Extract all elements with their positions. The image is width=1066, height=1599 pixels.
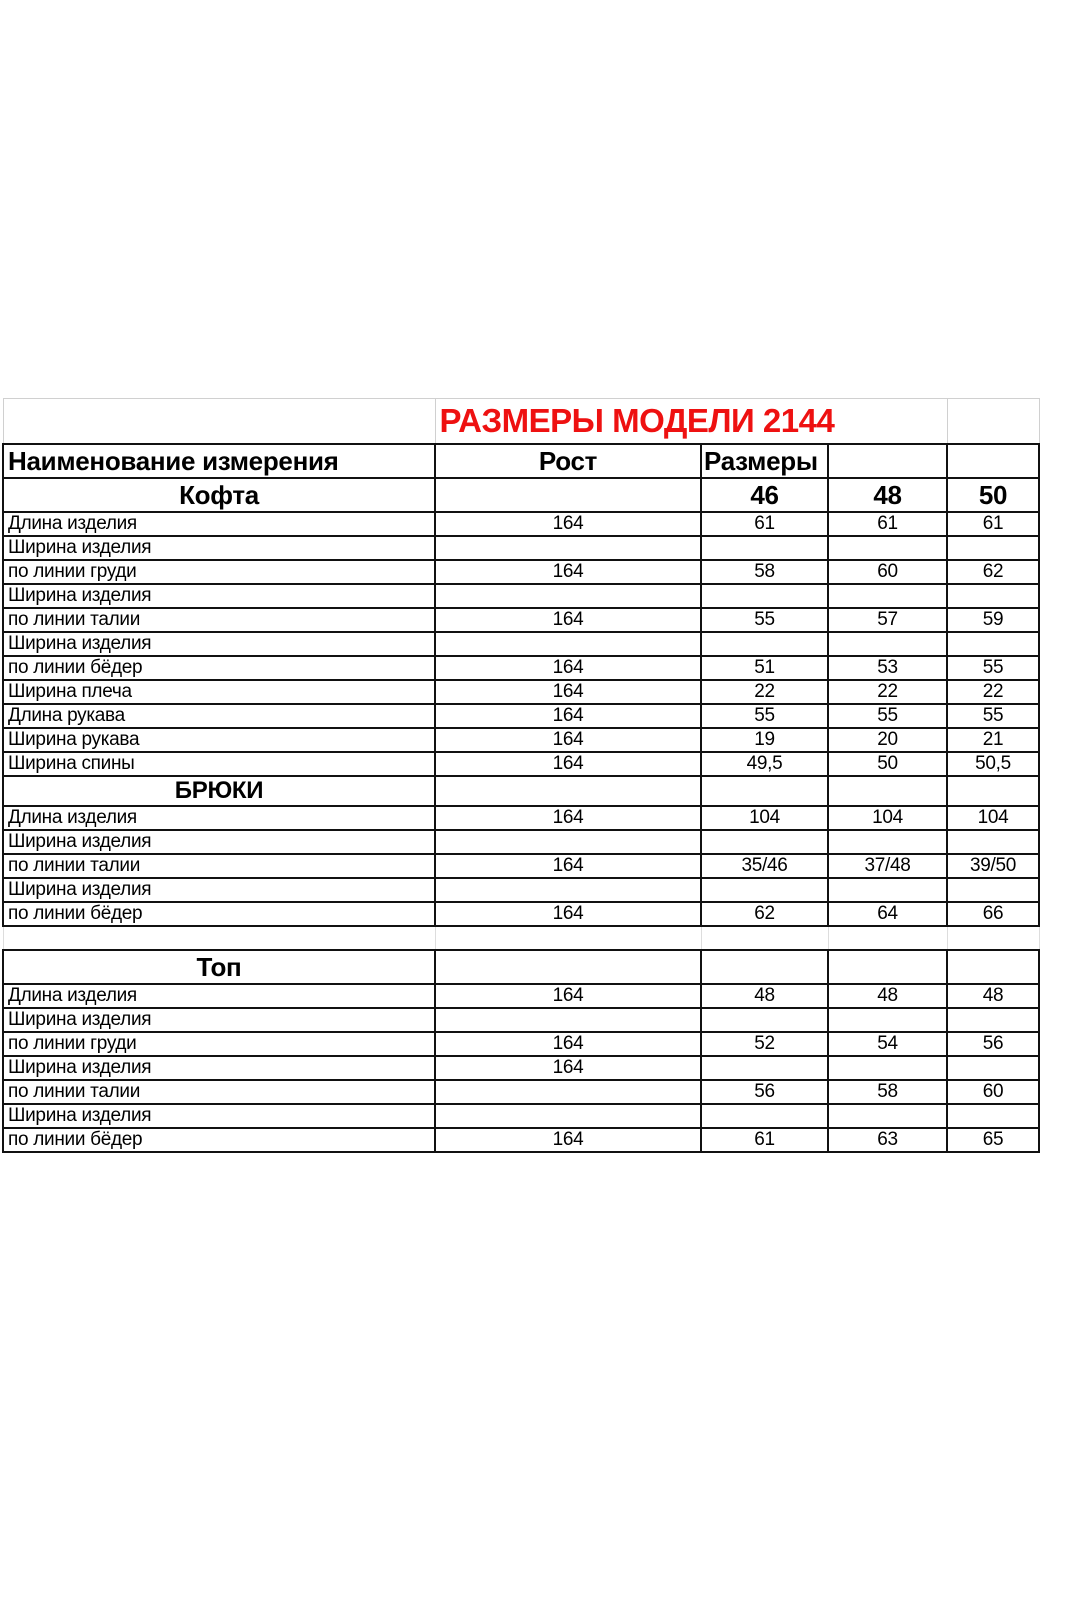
measurement-label: Длина изделия	[3, 806, 435, 830]
empty-cell	[828, 926, 947, 950]
table-row	[3, 608, 1039, 632]
measurement-label: Длина рукава	[3, 704, 435, 728]
size-value	[701, 1056, 828, 1080]
table-row	[3, 680, 1039, 704]
empty-cell	[435, 776, 701, 806]
height-value: 164	[435, 806, 701, 830]
size-value: 61	[947, 512, 1039, 536]
height-value: 164	[435, 608, 701, 632]
empty-cell	[947, 776, 1039, 806]
size-value	[701, 536, 828, 560]
size-value: 22	[701, 680, 828, 704]
table-row	[3, 704, 1039, 728]
measurement-label: Ширина изделия	[3, 632, 435, 656]
measurement-label: по линии бёдер	[3, 656, 435, 680]
header-sizes: Размеры	[701, 444, 828, 478]
size-value: 56	[947, 1032, 1039, 1056]
height-value: 164	[435, 656, 701, 680]
table-row	[3, 632, 1039, 656]
size-value: 21	[947, 728, 1039, 752]
table-row	[3, 878, 1039, 902]
table-row	[3, 1104, 1039, 1128]
height-value: 164	[435, 854, 701, 878]
header-name: Наименование измерения	[3, 444, 435, 478]
measurement-label: Ширина изделия	[3, 1008, 435, 1032]
table-row	[3, 728, 1039, 752]
header-height: Рост	[435, 444, 701, 478]
size-value: 19	[701, 728, 828, 752]
height-value: 164	[435, 1056, 701, 1080]
measurement-label: по линии груди	[3, 560, 435, 584]
empty-cell	[435, 478, 701, 512]
table-row	[3, 752, 1039, 776]
table-row	[3, 536, 1039, 560]
table-row	[3, 830, 1039, 854]
size-value: 65	[947, 1128, 1039, 1152]
measurement-label: по линии бёдер	[3, 1128, 435, 1152]
size-value: 54	[828, 1032, 947, 1056]
size-value: 61	[828, 512, 947, 536]
size-value: 61	[701, 512, 828, 536]
size-value	[828, 830, 947, 854]
size-value: 22	[828, 680, 947, 704]
size-value: 57	[828, 608, 947, 632]
measurement-label: по линии талии	[3, 608, 435, 632]
size-value: 56	[701, 1080, 828, 1104]
size-value: 35/46	[701, 854, 828, 878]
size-header-50: 50	[947, 478, 1039, 512]
size-value	[701, 632, 828, 656]
size-value	[701, 830, 828, 854]
size-value: 37/48	[828, 854, 947, 878]
size-value	[828, 1104, 947, 1128]
measurement-label: Ширина изделия	[3, 584, 435, 608]
height-value: 164	[435, 728, 701, 752]
measurement-label: Ширина плеча	[3, 680, 435, 704]
height-value	[435, 830, 701, 854]
header-row	[3, 444, 1039, 478]
size-value	[701, 878, 828, 902]
empty-cell	[701, 950, 828, 984]
measurement-label: Ширина изделия	[3, 830, 435, 854]
size-value	[947, 1008, 1039, 1032]
height-value: 164	[435, 752, 701, 776]
height-value	[435, 632, 701, 656]
table-row	[3, 560, 1039, 584]
height-value: 164	[435, 1032, 701, 1056]
size-value	[947, 536, 1039, 560]
size-value	[701, 584, 828, 608]
table-row	[3, 1056, 1039, 1080]
size-value	[828, 1056, 947, 1080]
section-title: Кофта	[3, 478, 435, 512]
size-value	[947, 584, 1039, 608]
height-value: 164	[435, 680, 701, 704]
table-row	[3, 512, 1039, 536]
section-row	[3, 776, 1039, 806]
size-value	[828, 536, 947, 560]
spacer-row	[3, 926, 1039, 950]
empty-cell	[701, 776, 828, 806]
size-value: 104	[947, 806, 1039, 830]
size-value: 48	[947, 984, 1039, 1008]
table-row	[3, 584, 1039, 608]
size-value: 61	[701, 1128, 828, 1152]
measurement-label: по линии талии	[3, 854, 435, 878]
size-value: 51	[701, 656, 828, 680]
empty-cell	[828, 776, 947, 806]
size-value: 39/50	[947, 854, 1039, 878]
size-value: 55	[828, 704, 947, 728]
height-value	[435, 536, 701, 560]
title-row	[3, 399, 1039, 445]
size-value: 50	[828, 752, 947, 776]
height-value: 164	[435, 984, 701, 1008]
measurement-label: Ширина изделия	[3, 536, 435, 560]
empty-cell	[947, 950, 1039, 984]
size-value	[828, 878, 947, 902]
size-value: 50,5	[947, 752, 1039, 776]
size-value	[701, 1008, 828, 1032]
size-value: 60	[947, 1080, 1039, 1104]
size-value: 104	[828, 806, 947, 830]
height-value	[435, 1080, 701, 1104]
size-value: 55	[701, 608, 828, 632]
table-row	[3, 656, 1039, 680]
empty-cell	[947, 926, 1039, 950]
height-value	[435, 584, 701, 608]
measurement-label: по линии груди	[3, 1032, 435, 1056]
size-value: 52	[701, 1032, 828, 1056]
size-header-48: 48	[828, 478, 947, 512]
height-value: 164	[435, 1128, 701, 1152]
size-value	[947, 878, 1039, 902]
section-row	[3, 478, 1039, 512]
height-value: 164	[435, 704, 701, 728]
size-value: 62	[701, 902, 828, 926]
size-value: 53	[828, 656, 947, 680]
height-value	[435, 1008, 701, 1032]
table-row	[3, 854, 1039, 878]
size-chart-table	[2, 398, 1040, 1153]
size-value: 62	[947, 560, 1039, 584]
section-title: Топ	[3, 950, 435, 984]
measurement-label: Ширина спины	[3, 752, 435, 776]
size-value: 48	[828, 984, 947, 1008]
size-value	[947, 1104, 1039, 1128]
size-value: 49,5	[701, 752, 828, 776]
size-value: 104	[701, 806, 828, 830]
size-value	[828, 584, 947, 608]
empty-cell	[3, 926, 435, 950]
size-value: 22	[947, 680, 1039, 704]
size-value: 55	[947, 704, 1039, 728]
table-row	[3, 1032, 1039, 1056]
size-value: 63	[828, 1128, 947, 1152]
height-value: 164	[435, 902, 701, 926]
table-row	[3, 902, 1039, 926]
size-value: 20	[828, 728, 947, 752]
size-value: 55	[947, 656, 1039, 680]
size-header-46: 46	[701, 478, 828, 512]
size-value: 58	[828, 1080, 947, 1104]
size-value	[947, 830, 1039, 854]
size-value: 64	[828, 902, 947, 926]
empty-cell	[435, 950, 701, 984]
section-row	[3, 950, 1039, 984]
measurement-label: по линии талии	[3, 1080, 435, 1104]
size-value	[701, 1104, 828, 1128]
height-value: 164	[435, 560, 701, 584]
empty-cell	[435, 926, 701, 950]
section-title: БРЮКИ	[3, 776, 435, 806]
size-value: 66	[947, 902, 1039, 926]
table-row	[3, 1008, 1039, 1032]
table-row	[3, 806, 1039, 830]
size-value	[828, 632, 947, 656]
height-value	[435, 1104, 701, 1128]
measurement-label: Длина изделия	[3, 984, 435, 1008]
table-row	[3, 1128, 1039, 1152]
size-value: 55	[701, 704, 828, 728]
size-value	[828, 1008, 947, 1032]
height-value: 164	[435, 512, 701, 536]
measurement-label: Длина изделия	[3, 512, 435, 536]
measurement-label: по линии бёдер	[3, 902, 435, 926]
size-value: 58	[701, 560, 828, 584]
empty-cell	[701, 926, 828, 950]
size-value: 48	[701, 984, 828, 1008]
empty-cell	[828, 950, 947, 984]
size-value	[947, 632, 1039, 656]
table-row	[3, 1080, 1039, 1104]
measurement-label: Ширина изделия	[3, 1056, 435, 1080]
size-value	[947, 1056, 1039, 1080]
size-value: 60	[828, 560, 947, 584]
height-value	[435, 878, 701, 902]
measurement-label: Ширина изделия	[3, 878, 435, 902]
measurement-label: Ширина изделия	[3, 1104, 435, 1128]
size-value: 59	[947, 608, 1039, 632]
measurement-label: Ширина рукава	[3, 728, 435, 752]
table-row	[3, 984, 1039, 1008]
chart-title: РАЗМЕРЫ МОДЕЛИ 2144	[435, 399, 947, 445]
